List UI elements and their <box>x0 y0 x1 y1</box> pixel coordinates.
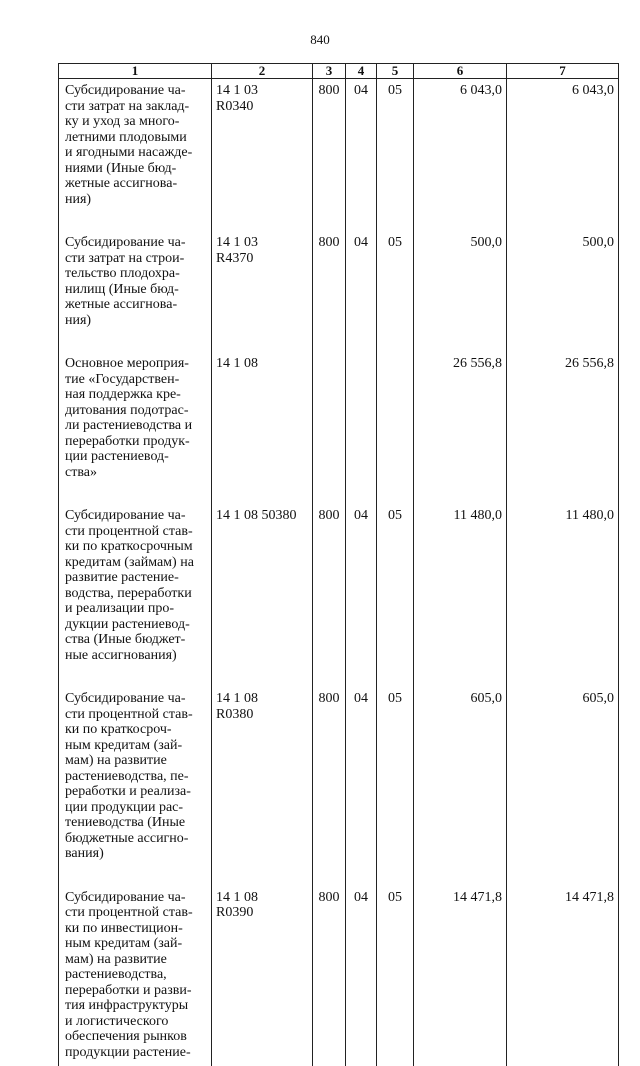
table-row <box>59 504 619 687</box>
page-number: 840 <box>0 32 640 48</box>
row-col3: 800 <box>313 79 346 232</box>
budget-table <box>58 63 619 1066</box>
row-col4: 04 <box>346 231 377 352</box>
row-col3: 800 <box>313 504 346 687</box>
row-col6: 11 480,0 <box>414 504 507 687</box>
row-col5: 05 <box>377 886 414 1066</box>
row-code: 14 1 03 R4370 <box>216 235 308 266</box>
column-header-3: 3 <box>313 64 346 79</box>
row-col6: 500,0 <box>414 231 507 352</box>
column-header-4: 4 <box>346 64 377 79</box>
row-name: Субсидирование ча- сти затрат на заклад- ку и уход за много- летними плодовыми и ягодными насажде- ниями (Иные бюд- жетные ассигнова- ния) <box>65 83 207 207</box>
table-row <box>59 352 619 504</box>
row-code: 14 1 08 R0380 <box>216 691 308 722</box>
column-header-7: 7 <box>507 64 619 79</box>
row-code: 14 1 03 R0340 <box>216 83 308 114</box>
row-name: Основное мероприя- тие «Государствен- ная поддержка кре- дитования подотрас- ли растениеводства и переработки продук- ции растениевод- ства» <box>65 356 207 480</box>
row-col4: 04 <box>346 504 377 687</box>
row-name: Субсидирование ча- сти затрат на строи- тельство плодохра- нилищ (Иные бюд- жетные ассигнова- ния) <box>65 235 207 328</box>
row-col3: 800 <box>313 231 346 352</box>
column-header-5: 5 <box>377 64 414 79</box>
row-code: 14 1 08 R0390 <box>216 890 308 921</box>
row-col3 <box>313 352 346 504</box>
row-col4: 04 <box>346 79 377 232</box>
row-name: Субсидирование ча- сти процентной став- ки по краткосроч- ным кредитам (зай- мам) на развитие растениеводства, пе- реработки и реализа- ции продукции рас- тениеводства (Иные бюджетные ассигно- вания) <box>65 691 207 862</box>
row-code: 14 1 08 <box>216 356 308 372</box>
row-name: Субсидирование ча- сти процентной став- ки по краткосрочным кредитам (займам) на развитие растение- водства, переработки и реализации про- дукции растениевод- ства (Иные бюджет- ные ассигнования) <box>65 508 207 663</box>
row-col4: 04 <box>346 687 377 886</box>
row-col3: 800 <box>313 687 346 886</box>
row-col7: 6 043,0 <box>507 79 619 232</box>
row-col7: 26 556,8 <box>507 352 619 504</box>
table-row <box>59 231 619 352</box>
row-col3: 800 <box>313 886 346 1066</box>
row-col6: 26 556,8 <box>414 352 507 504</box>
row-code: 14 1 08 50380 <box>216 508 308 524</box>
row-col5: 05 <box>377 504 414 687</box>
row-col7: 500,0 <box>507 231 619 352</box>
row-col5 <box>377 352 414 504</box>
row-col7: 605,0 <box>507 687 619 886</box>
row-col5: 05 <box>377 687 414 886</box>
column-header-2: 2 <box>212 64 313 79</box>
row-col5: 05 <box>377 231 414 352</box>
row-col7: 11 480,0 <box>507 504 619 687</box>
row-col4: 04 <box>346 886 377 1066</box>
column-header-1: 1 <box>59 64 212 79</box>
row-col6: 14 471,8 <box>414 886 507 1066</box>
row-col7: 14 471,8 <box>507 886 619 1066</box>
column-header-6: 6 <box>414 64 507 79</box>
table-row <box>59 79 619 232</box>
row-col6: 605,0 <box>414 687 507 886</box>
row-name: Субсидирование ча- сти процентной став- ки по инвестицион- ным кредитам (зай- мам) на развитие растениеводства, переработки и разви- тия инфраструктуры и логистического обеспечения рынков продукции растение- <box>65 890 207 1061</box>
row-col6: 6 043,0 <box>414 79 507 232</box>
table-row <box>59 687 619 886</box>
row-col4 <box>346 352 377 504</box>
row-col5: 05 <box>377 79 414 232</box>
table-row <box>59 886 619 1066</box>
header-row <box>59 64 619 79</box>
